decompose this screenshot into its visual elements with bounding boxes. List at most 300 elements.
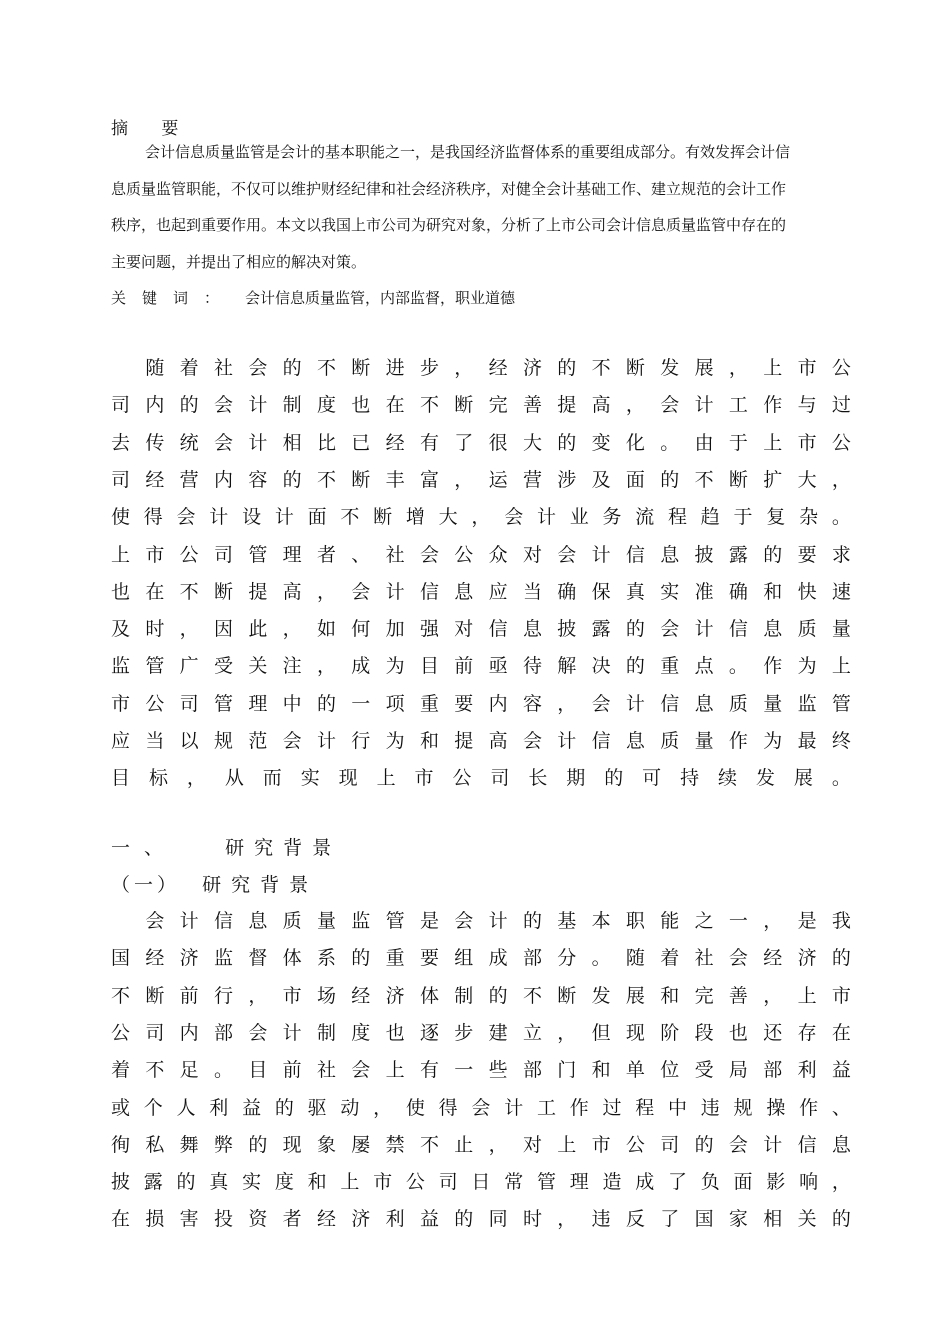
text-char: 计 — [557, 730, 577, 752]
text-char: 比 — [316, 431, 336, 454]
text-char: 在 — [111, 1208, 131, 1231]
text-char: 组 — [454, 947, 474, 970]
text-char: 完 — [488, 394, 508, 417]
text-char: 会 — [248, 1021, 268, 1044]
intro-line — [111, 390, 851, 417]
text-char: 面 — [733, 1171, 753, 1194]
text-char: 露 — [591, 618, 611, 641]
text-char: 者 — [282, 1208, 302, 1231]
text-char: 及 — [111, 618, 131, 641]
text-char: 确 — [557, 580, 577, 603]
text-char: 会 — [591, 692, 611, 715]
text-char: 、 — [831, 1096, 851, 1119]
text-char: 市 — [831, 984, 851, 1007]
text-char: 体 — [282, 947, 302, 970]
text-char: 我 — [831, 910, 851, 932]
text-char: 弊 — [213, 1133, 233, 1156]
text-char: 损 — [145, 1208, 165, 1231]
text-char: 质 — [660, 730, 680, 752]
text-char: 但 — [591, 1021, 611, 1044]
text-char: 经 — [145, 947, 165, 970]
text-char: 务 — [602, 506, 622, 529]
text-char: 市 — [797, 431, 817, 454]
text-char: 成 — [488, 947, 508, 970]
text-char: 面 — [625, 468, 645, 491]
text-char: 量 — [316, 910, 336, 932]
text-char: 注 — [282, 655, 302, 678]
text-char: 日 — [471, 1171, 491, 1194]
text-char: 社 — [213, 357, 233, 379]
text-char: 作 — [763, 394, 783, 417]
text-char: 益 — [831, 1059, 851, 1082]
text-char: 提 — [557, 394, 577, 417]
text-char: 不 — [419, 394, 439, 417]
text-char: 利 — [209, 1096, 229, 1119]
text-char: 要 — [454, 692, 474, 715]
keywords-label: 关键词： — [111, 289, 236, 307]
text-char: 。 — [831, 767, 851, 790]
text-char: 以 — [179, 730, 199, 752]
text-char: 。 — [591, 947, 611, 970]
text-char: 司 — [145, 1021, 165, 1044]
text-char: 、 — [351, 543, 371, 566]
text-char: 公 — [452, 767, 472, 790]
abstract-line: 主要问题，并提出了相应的解决对策。 — [111, 253, 367, 271]
text-char: 为 — [385, 730, 405, 752]
text-char: 如 — [316, 618, 336, 641]
text-char: 反 — [625, 1208, 645, 1231]
text-char: ， — [454, 357, 474, 379]
text-char: 保 — [591, 580, 611, 603]
text-char: 现 — [338, 767, 358, 790]
text-char: 会 — [351, 1059, 371, 1082]
text-char: 和 — [591, 1059, 611, 1082]
text-char: 量 — [763, 692, 783, 715]
text-char: 断 — [145, 984, 165, 1007]
text-char: 市 — [145, 543, 165, 566]
text-char: 为 — [763, 730, 783, 752]
intro-line — [111, 651, 851, 678]
text-char: 上 — [763, 357, 783, 379]
text-char: 速 — [831, 580, 851, 603]
body-line — [111, 943, 851, 970]
text-char: 准 — [694, 580, 714, 603]
text-char: 和 — [763, 580, 783, 603]
text-char: 营 — [179, 468, 199, 491]
text-char: 断 — [213, 580, 233, 603]
text-char: 息 — [625, 730, 645, 752]
text-char: 过 — [831, 394, 851, 417]
text-char: 中 — [668, 1096, 688, 1119]
text-char: 利 — [797, 1059, 817, 1082]
text-char: 行 — [213, 984, 233, 1007]
text-char: 增 — [405, 506, 425, 529]
text-char: 上 — [557, 1133, 577, 1156]
text-char: 违 — [700, 1096, 720, 1119]
text-char: 当 — [145, 730, 165, 752]
text-char: 会 — [660, 618, 680, 641]
text-char: 质 — [282, 910, 302, 932]
text-char: 最 — [797, 730, 817, 752]
text-char: 会 — [176, 506, 196, 529]
text-char: ， — [454, 468, 474, 491]
text-char: 单 — [625, 1059, 645, 1082]
text-char: 重 — [419, 692, 439, 715]
text-char: 着 — [179, 357, 199, 379]
text-char: 大 — [797, 468, 817, 491]
text-char: 资 — [248, 1208, 268, 1231]
text-char: 要 — [419, 947, 439, 970]
text-char: 真 — [209, 1171, 229, 1194]
text-char: 质 — [797, 618, 817, 641]
text-char: 监 — [213, 947, 233, 970]
text-char: 利 — [385, 1208, 405, 1231]
body-line — [111, 1167, 851, 1194]
text-char: 目 — [248, 1059, 268, 1082]
text-char: 息 — [660, 543, 680, 566]
text-char: 涉 — [557, 468, 577, 491]
intro-line — [111, 689, 851, 716]
text-char: 者 — [316, 543, 336, 566]
text-char: 大 — [438, 506, 458, 529]
text-char: 制 — [316, 1021, 336, 1044]
intro-line — [111, 726, 851, 753]
text-char: 家 — [728, 1208, 748, 1231]
text-char: 管 — [385, 910, 405, 932]
text-char: 计 — [591, 543, 611, 566]
text-char: 量 — [831, 618, 851, 641]
text-char: 信 — [660, 692, 680, 715]
text-char: 对 — [522, 543, 542, 566]
text-char: 公 — [405, 1171, 425, 1194]
text-char: 设 — [242, 506, 262, 529]
text-char: 的 — [763, 543, 783, 566]
text-char: 不 — [522, 984, 542, 1007]
text-char: 司 — [111, 468, 131, 491]
text-char: 一 — [728, 910, 748, 932]
text-char: 度 — [274, 1171, 294, 1194]
text-char: 点 — [694, 655, 714, 678]
text-char: 监 — [797, 692, 817, 715]
text-char: 目 — [419, 655, 439, 678]
text-char: 司 — [179, 692, 199, 715]
text-char: 对 — [522, 1133, 542, 1156]
text-char: 的 — [282, 468, 302, 491]
text-char: 完 — [694, 984, 714, 1007]
text-char: 市 — [111, 692, 131, 715]
text-char: 理 — [569, 1171, 589, 1194]
text-char: 前 — [454, 655, 474, 678]
text-char: 工 — [536, 1096, 556, 1119]
text-char: 于 — [733, 506, 753, 529]
text-char: 断 — [373, 506, 393, 529]
text-char: 会 — [557, 543, 577, 566]
intro-line — [111, 428, 851, 455]
text-char: 市 — [797, 357, 817, 379]
text-char: 。 — [728, 655, 748, 678]
text-char: 也 — [111, 580, 131, 603]
text-char: 何 — [351, 618, 371, 641]
section-title: 研究背景 — [225, 837, 342, 859]
text-char: 的 — [274, 1096, 294, 1119]
text-char: ， — [471, 506, 491, 529]
text-char: 不 — [111, 984, 131, 1007]
text-char: 司 — [111, 394, 131, 417]
text-char: 违 — [591, 1208, 611, 1231]
text-char: 当 — [522, 580, 542, 603]
text-char: 计 — [248, 431, 268, 454]
text-char: 信 — [728, 618, 748, 641]
text-char: 前 — [282, 1059, 302, 1082]
intro-line — [111, 540, 851, 567]
text-char: 负 — [700, 1171, 720, 1194]
text-char: 造 — [602, 1171, 622, 1194]
text-char: ， — [179, 618, 199, 641]
text-char: 计 — [385, 580, 405, 603]
text-char: ， — [557, 1208, 577, 1231]
text-char: 在 — [831, 1021, 851, 1044]
text-char: 计 — [763, 1133, 783, 1156]
text-char: 信 — [213, 910, 233, 932]
text-char: 上 — [763, 431, 783, 454]
text-char: 会 — [213, 394, 233, 417]
text-char — [111, 353, 130, 380]
text-char: 的 — [557, 357, 577, 379]
abstract-line: 秩序，也起到重要作用。本文以我国上市公司为研究对象，分析了上市公司会计信息质量监管中存在的 — [111, 216, 787, 234]
text-char: 广 — [179, 655, 199, 678]
text-char: 一 — [454, 1059, 474, 1082]
text-char: 计 — [536, 506, 556, 529]
text-char: 断 — [557, 984, 577, 1007]
text-char: 步 — [454, 1021, 474, 1044]
text-char: 息 — [763, 618, 783, 641]
text-char: 有 — [419, 431, 439, 454]
text-char: 还 — [763, 1021, 783, 1044]
text-char: 场 — [316, 984, 336, 1007]
text-char: 不 — [145, 1059, 165, 1082]
body-line — [111, 981, 851, 1008]
text-char: 一 — [351, 692, 371, 715]
text-char: 加 — [385, 618, 405, 641]
text-char: ， — [488, 1133, 508, 1156]
text-char: 营 — [522, 468, 542, 491]
text-char: 徇 — [111, 1133, 131, 1156]
text-char: 不 — [419, 1133, 439, 1156]
text-char: 作 — [763, 655, 783, 678]
text-char: 济 — [385, 984, 405, 1007]
section-heading — [111, 833, 341, 860]
text-char: 受 — [213, 655, 233, 678]
text-char: 计 — [209, 506, 229, 529]
text-char: 会 — [471, 1096, 491, 1119]
text-char: 经 — [488, 357, 508, 379]
text-char: 市 — [414, 767, 434, 790]
text-char: 局 — [728, 1059, 748, 1082]
text-char: ， — [728, 357, 748, 379]
text-char: 会 — [213, 431, 233, 454]
subsection-heading — [111, 870, 318, 897]
text-char: 常 — [504, 1171, 524, 1194]
text-char: 大 — [522, 431, 542, 454]
text-char: 使 — [405, 1096, 425, 1119]
text-char: 着 — [111, 1059, 131, 1082]
text-char: 成 — [635, 1171, 655, 1194]
text-char: 运 — [488, 468, 508, 491]
text-char: 上 — [385, 1059, 405, 1082]
text-char: 制 — [454, 984, 474, 1007]
text-char: 的 — [176, 1171, 196, 1194]
text-char: 实 — [660, 580, 680, 603]
text-char: 信 — [797, 1133, 817, 1156]
text-char: 及 — [591, 468, 611, 491]
text-char: 管 — [831, 692, 851, 715]
text-char: 重 — [385, 947, 405, 970]
text-char: 上 — [797, 984, 817, 1007]
text-char: 息 — [694, 692, 714, 715]
text-char: 容 — [522, 692, 542, 715]
text-char: 进 — [385, 357, 405, 379]
text-char: 影 — [766, 1171, 786, 1194]
text-char: 断 — [351, 468, 371, 491]
text-char: 息 — [522, 618, 542, 641]
text-char: 扩 — [763, 468, 783, 491]
text-char: 人 — [176, 1096, 196, 1119]
text-char: 逐 — [419, 1021, 439, 1044]
text-char: ， — [373, 1096, 393, 1119]
text-char: 现 — [625, 1021, 645, 1044]
text-char: 社 — [694, 947, 714, 970]
text-char: 程 — [668, 506, 688, 529]
text-char: 公 — [831, 357, 851, 379]
text-char: 续 — [718, 767, 738, 790]
text-char: 与 — [797, 394, 817, 417]
text-char: 止 — [454, 1133, 474, 1156]
text-char: 计 — [625, 692, 645, 715]
text-char: 受 — [694, 1059, 714, 1082]
text-char: ， — [763, 984, 783, 1007]
body-line — [111, 1130, 851, 1157]
text-char: 披 — [694, 543, 714, 566]
text-char: 私 — [145, 1133, 165, 1156]
text-char: 理 — [248, 692, 268, 715]
text-char: 个 — [143, 1096, 163, 1119]
text-char: 济 — [179, 947, 199, 970]
text-char: 计 — [248, 394, 268, 417]
text-char: 度 — [351, 1021, 371, 1044]
text-char: ， — [557, 692, 577, 715]
text-char: 作 — [728, 730, 748, 752]
text-char: ， — [557, 1021, 577, 1044]
text-char: 监 — [351, 910, 371, 932]
text-char: 上 — [831, 655, 851, 678]
text-char: 期 — [566, 767, 586, 790]
text-char: 管 — [248, 543, 268, 566]
text-char: 本 — [591, 910, 611, 932]
text-char: 益 — [242, 1096, 262, 1119]
text-char: 信 — [419, 580, 439, 603]
text-char: 。 — [660, 431, 680, 454]
text-char: 工 — [728, 394, 748, 417]
text-char: 息 — [248, 910, 268, 932]
text-char: 重 — [660, 655, 680, 678]
text-char: 些 — [488, 1059, 508, 1082]
text-char: 量 — [694, 730, 714, 752]
text-char: 司 — [490, 767, 510, 790]
text-char: 督 — [248, 947, 268, 970]
text-char: 断 — [625, 357, 645, 379]
text-char: 部 — [522, 947, 542, 970]
intro-line — [111, 353, 851, 380]
intro-line — [111, 577, 851, 604]
text-char: 存 — [797, 1021, 817, 1044]
text-char: 提 — [248, 580, 268, 603]
text-char: 操 — [766, 1096, 786, 1119]
body-line — [111, 1204, 851, 1231]
text-char: 质 — [728, 692, 748, 715]
text-char: 经 — [351, 984, 371, 1007]
text-char: 信 — [625, 543, 645, 566]
text-char: 息 — [831, 1133, 851, 1156]
text-char: 善 — [728, 984, 748, 1007]
text-char: 作 — [569, 1096, 589, 1119]
text-char: 亟 — [488, 655, 508, 678]
text-char: 害 — [179, 1208, 199, 1231]
text-char: 会 — [248, 357, 268, 379]
text-char: 流 — [635, 506, 655, 529]
text-char: ， — [316, 655, 336, 678]
intro-line — [111, 465, 851, 492]
text-char: 项 — [385, 692, 405, 715]
text-char: 了 — [660, 1208, 680, 1231]
text-char: 不 — [179, 580, 199, 603]
text-char: 行 — [351, 730, 371, 752]
text-char: 的 — [522, 910, 542, 932]
text-char: 计 — [488, 910, 508, 932]
text-char: 规 — [733, 1096, 753, 1119]
text-char: 公 — [625, 1133, 645, 1156]
text-char: 响 — [799, 1171, 819, 1194]
text-char: ， — [625, 394, 645, 417]
text-char: 段 — [694, 1021, 714, 1044]
text-char: ， — [316, 580, 336, 603]
text-char: 丰 — [385, 468, 405, 491]
text-char: 此 — [248, 618, 268, 641]
text-char: 会 — [351, 580, 371, 603]
intro-line — [111, 614, 851, 641]
text-char: 也 — [385, 1021, 405, 1044]
text-char — [111, 906, 130, 933]
text-char: 部 — [763, 1059, 783, 1082]
text-char: 司 — [660, 1133, 680, 1156]
text-char: 的 — [831, 1208, 851, 1231]
text-char: 理 — [282, 543, 302, 566]
keywords-text: 会计信息质量监管，内部监督，职业道德 — [245, 289, 516, 307]
text-char: 展 — [625, 984, 645, 1007]
text-char: 目 — [111, 767, 131, 790]
text-char: 对 — [454, 618, 474, 641]
text-char: 不 — [591, 357, 611, 379]
text-char: 的 — [351, 947, 371, 970]
text-char: 要 — [797, 543, 817, 566]
text-char: 因 — [213, 618, 233, 641]
text-char: 使 — [111, 506, 131, 529]
text-char: 会 — [728, 947, 748, 970]
text-char: 作 — [799, 1096, 819, 1119]
text-char: 的 — [660, 468, 680, 491]
text-char: 很 — [488, 431, 508, 454]
text-char: 也 — [728, 1021, 748, 1044]
text-char: 社 — [316, 1059, 336, 1082]
